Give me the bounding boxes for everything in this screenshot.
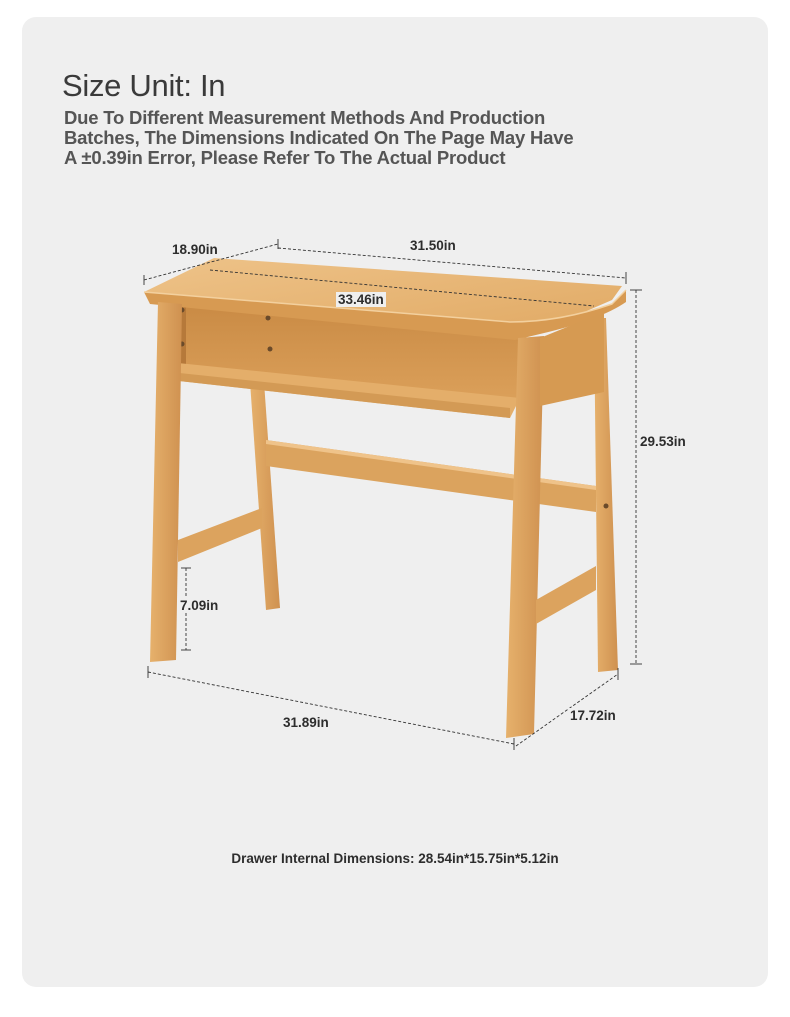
dimension-base-width: 31.89in [283, 715, 329, 730]
dimension-height: 29.53in [640, 434, 686, 449]
dimension-top-diagonal: 33.46in [338, 292, 384, 307]
dimension-top-depth: 18.90in [172, 242, 218, 257]
right-side-brace [536, 566, 596, 624]
disclaimer-line: Due To Different Measurement Methods And Production [64, 107, 546, 128]
disclaimer-line: A ±0.39in Error, Please Refer To The Actual Product [64, 147, 506, 168]
left-side-brace [178, 508, 262, 562]
back-left-leg [250, 382, 280, 610]
size-unit-title: Size Unit: In [62, 68, 226, 103]
drawer-internal-dimensions: Drawer Internal Dimensions: 28.54in*15.75in*5.12in [231, 851, 559, 866]
dimension-base-depth: 17.72in [570, 708, 616, 723]
dimension-top-width: 31.50in [410, 238, 456, 253]
disclaimer-line: Batches, The Dimensions Indicated On The Page May Have [64, 127, 574, 148]
dimension-footrest-height: 7.09in [180, 598, 219, 613]
